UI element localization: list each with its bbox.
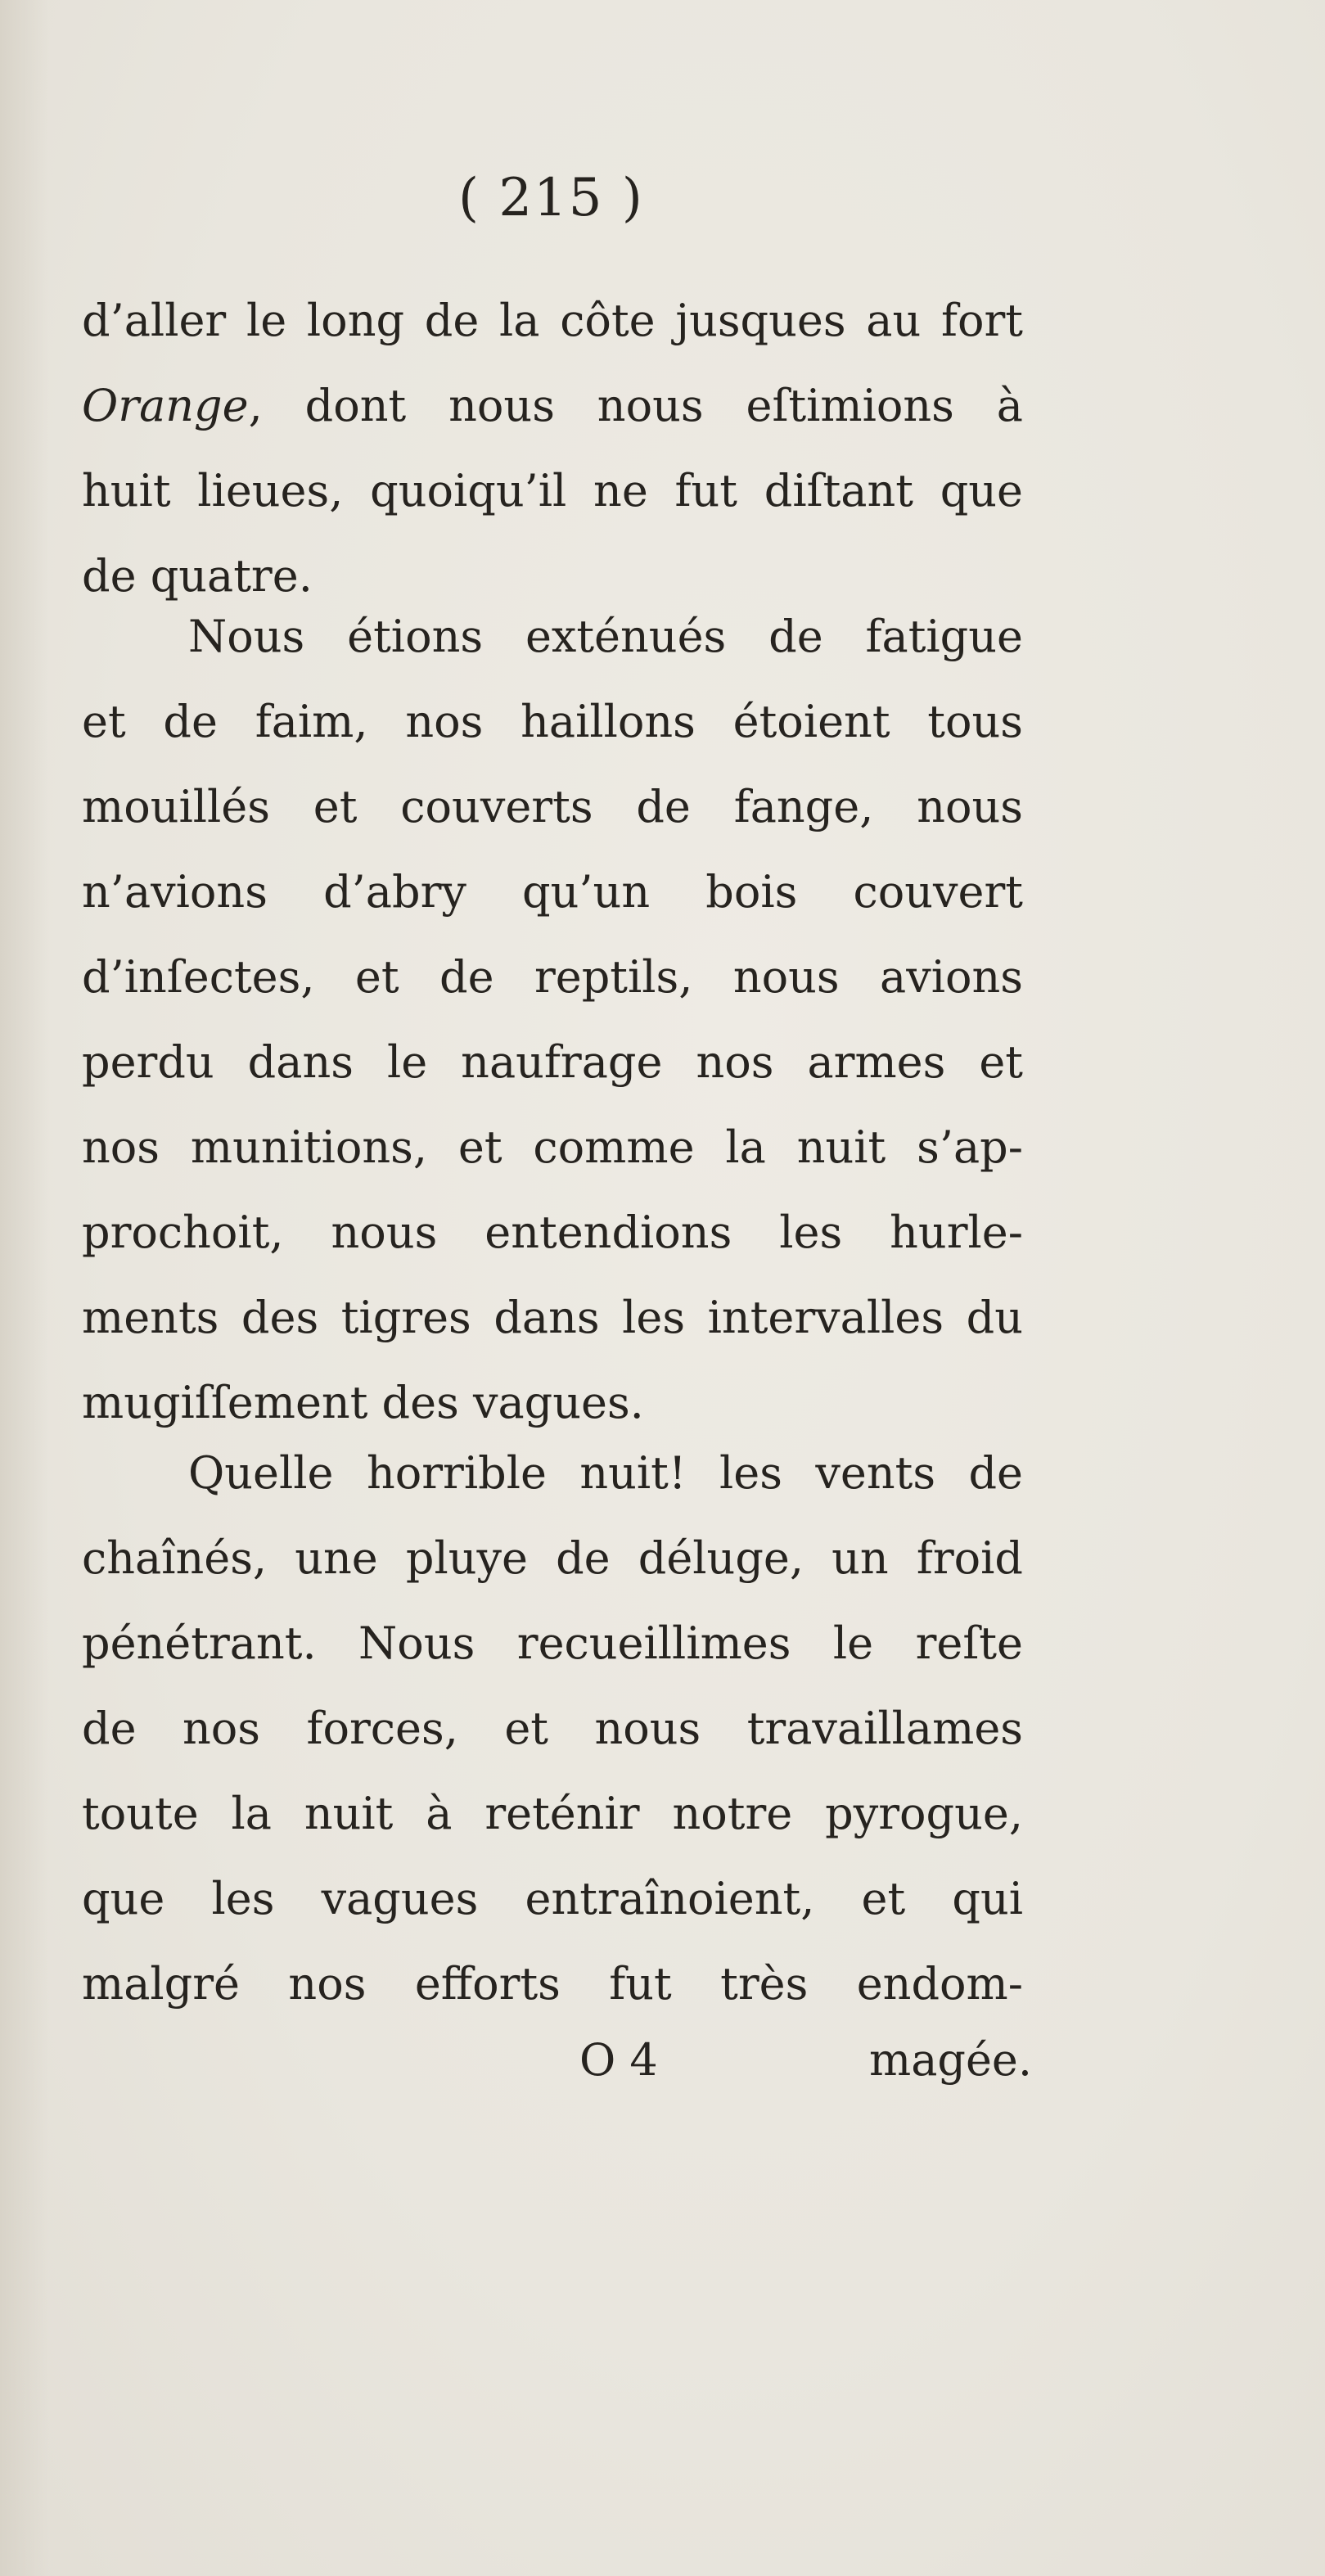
text-line: huit lieues, quoiqu’il ne fut diſtant que [82,465,1023,517]
italic-place-name: Orange [82,380,249,431]
text-line: Orange, dont nous nous eſtimions à [82,380,1023,431]
text-line: pénétrant. Nous recueillimes le reſte [82,1617,1023,1669]
text-line: n’avions d’abry qu’un bois couvert [82,866,1023,918]
text-line-paragraph-start: Quelle horrible nuit! les vents de [188,1447,1023,1499]
text-line-paragraph-start: Nous étions exténués de fatigue [188,611,1023,662]
text-line: mouillés et couverts de fange, nous [82,781,1023,832]
text-line: nos munitions, et comme la nuit s’ap- [82,1121,1023,1173]
text-line: de quatre. [82,550,313,602]
text-line: d’aller le long de la côte jusques au fort [82,295,1023,346]
page-number: ( 215 ) [458,168,644,228]
text-line: d’inſectes, et de reptils, nous avions [82,951,1023,1003]
catchword: magée. [869,2034,1033,2086]
text-line: de nos forces, et nous travaillames [82,1703,1023,1754]
text-line: malgré nos efforts fut très endom- [82,1958,1023,2010]
page-edge-shadow [0,0,49,2576]
text-line: prochoit, nous entendions les hurle- [82,1207,1023,1258]
text-line: chaînés, une pluye de déluge, un froid [82,1532,1023,1584]
text-line: que les vagues entraînoient, et qui [82,1873,1023,1924]
text-line: toute la nuit à reténir notre pyrogue, [82,1788,1023,1839]
text-line: mugiſſement des vagues. [82,1377,644,1428]
signature-mark: O 4 [579,2034,658,2086]
text-line: perdu dans le naufrage nos armes et [82,1036,1023,1088]
text-line: ments des tigres dans les intervalles du [82,1292,1023,1343]
text-line: et de faim, nos haillons étoient tous [82,696,1023,747]
